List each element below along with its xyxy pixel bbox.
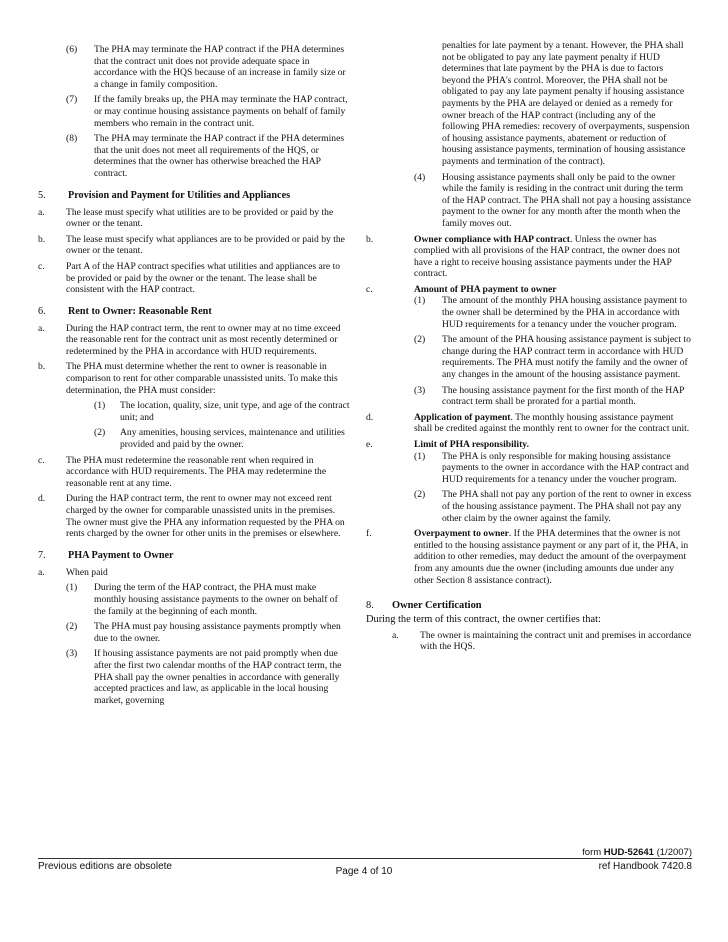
section-7-e-item-2: [366, 489, 692, 524]
item-text: The location, quality, size, unit type, and age of the contract unit; and: [120, 400, 350, 423]
item-text: The PHA must redetermine the reasonable rent when required in accordance with HUD requirements. The PHA may redetermine the reasonable rent at any time.: [66, 454, 327, 489]
section-6-heading: [38, 306, 350, 318]
item-letter: b.: [366, 233, 374, 245]
section-7-c-item-3: [366, 385, 692, 408]
section-title: PHA Payment to Owner: [68, 549, 174, 561]
item-number: (7): [66, 94, 78, 106]
item-text: The PHA may terminate the HAP contract if the PHA determines that the contract unit does not provide adequate space in accordance with the HQS because of an increase in family size or a change in family composition.: [94, 44, 346, 90]
item-text: The housing assistance payment for the first month of the HAP contract term shall be prorated for a partial month.: [442, 384, 685, 408]
form-identifier: [582, 847, 692, 859]
section-6-b-item-1: [38, 400, 350, 423]
item-text: Part A of the HAP contract specifies what utilities and appliances are to be provided or paid by the owner or the tenant. The lease shall be consistent with the HAP contract.: [66, 260, 341, 296]
item-text: During the HAP contract term, the rent to owner may not exceed rent charged by the owner for comparable unassisted units in the premises. The owner must give the PHA any information requested by the PHA on rents charged by the owner for other units in the premises or elsewhere.: [66, 493, 345, 540]
section-6-item-c: [38, 455, 350, 490]
section-7-item-d: d. Application of payment. The monthly housing assistance payment shall be credited against the monthly rent to owner for the contract unit.: [366, 411, 690, 435]
item-text: Unless the owner has complied with all provisions of the HAP contract, the owner does not have a right to receive housing assistance payments under the HAP contract.: [414, 233, 681, 280]
form-number: HUD-52641: [603, 847, 654, 858]
item-text: The monthly housing assistance payment shall be credited against the monthly rent to owner for the contract unit.: [414, 411, 690, 435]
item-title: Owner compliance with HAP contract: [414, 233, 570, 245]
item-text: The amount of the monthly PHA housing assistance payment to the owner shall be determined by the PHA in accordance with HUD requirements for a tenancy under the voucher program.: [442, 295, 687, 330]
item-title: Limit of PHA responsibility: [414, 439, 527, 450]
item-number: (2): [414, 334, 426, 346]
item-title: Amount of PHA payment to owner: [414, 283, 557, 295]
item-text: The PHA shall not pay any portion of the rent to owner in excess of the housing assistance payment. The PHA shall not pay any other claim by the owner against the family.: [442, 489, 692, 524]
item-text: The owner is maintaining the contract unit and premises in accordance with the HQS.: [420, 629, 692, 653]
item-letter: c.: [38, 454, 45, 466]
item-text: The amount of the PHA housing assistance payment is subject to change during the HAP contract term in accordance with HUD requirements. The PHA must notify the family and the owner of any changes in the amount of the housing assistance payment.: [442, 334, 691, 381]
item-letter: a.: [38, 322, 45, 334]
section-title: Provision and Payment for Utilities and Appliances: [68, 189, 291, 201]
section-8-heading: [366, 600, 692, 612]
late-payment-continuation: [366, 40, 692, 168]
section-7-a-item-1: [38, 582, 350, 617]
item-title: Overpayment to owner: [414, 528, 509, 540]
item-letter: d.: [38, 493, 46, 505]
handbook-reference: ref Handbook 7420.8: [598, 861, 692, 872]
item-number: (2): [94, 427, 106, 439]
item-text: The PHA is only responsible for making housing assistance payments to the owner in accordance with the HAP contract and HUD requirements for a tenancy under the voucher program.: [442, 450, 689, 485]
item-text: The PHA must determine whether the rent to owner is reasonable in comparison to rent for other comparable unassisted units. To make this determination, the PHA must consider:: [66, 361, 338, 396]
item-letter: d.: [366, 411, 374, 423]
section-7-a-item-3: [38, 648, 350, 706]
section-5-heading: [38, 190, 350, 202]
item-text: During the term of the HAP contract, the PHA must make monthly housing assistance payments to the owner on behalf of the family at the beginning of each month.: [94, 582, 338, 617]
item-number: (3): [414, 384, 426, 396]
section-number: 6.: [38, 305, 46, 317]
item-number: (1): [414, 450, 426, 462]
item-number: (8): [66, 133, 78, 145]
form-prefix: form: [582, 847, 604, 858]
item-letter: b.: [38, 233, 46, 245]
item-text: Any amenities, housing services, maintenance and utilities provided and paid by the owner.: [120, 427, 345, 451]
left-column: [38, 44, 350, 710]
item-number: (1): [94, 400, 106, 412]
item-letter: c.: [366, 283, 373, 295]
section-7-item-e: e. Limit of PHA responsibility.: [366, 439, 529, 450]
section-7-a-item-4: [366, 172, 692, 230]
section-number: 7.: [38, 549, 46, 561]
item-number: (3): [66, 648, 78, 660]
termination-item-7: [38, 94, 350, 129]
item-number: (2): [414, 489, 426, 501]
section-6-b-item-2: [38, 427, 350, 450]
section-number: 8.: [366, 600, 374, 612]
section-5-item-a: [38, 207, 350, 230]
item-text: The lease must specify what utilities are to be provided or paid by the owner or the tenant.: [66, 206, 334, 230]
section-5-item-c: [38, 261, 350, 296]
section-8-item-a: [366, 630, 692, 653]
item-letter: a.: [38, 206, 45, 218]
item-number: (2): [66, 621, 78, 633]
item-letter: c.: [38, 260, 45, 272]
section-number: 5.: [38, 189, 46, 201]
item-text: If housing assistance payments are not paid promptly when due after the first two calendar months of the HAP contract term, the PHA shall pay the owner penalties in accordance with generally accepted practices and law, as applicable in the local housing market, governing: [94, 648, 342, 706]
section-6-item-a: [38, 323, 350, 358]
form-date: (1/2007): [653, 847, 692, 858]
item-text: The lease must specify what appliances are to be provided or paid by the owner or the tenant.: [66, 233, 345, 257]
editions-notice: Previous editions are obsolete: [38, 861, 172, 872]
item-text: The PHA must pay housing assistance payments promptly when due to the owner.: [94, 621, 341, 644]
section-title: Owner Certification: [392, 600, 482, 612]
item-number: (6): [66, 44, 78, 55]
item-letter: a.: [38, 566, 45, 578]
item-text: During the HAP contract term, the rent to owner may at no time exceed the reasonable rent for the contract unit as most recently determined or redetermined by the PHA in accordance with HUD requirements.: [66, 322, 341, 357]
item-number: (1): [66, 582, 78, 594]
item-text: When paid: [66, 566, 108, 578]
section-title: Rent to Owner: Reasonable Rent: [68, 305, 212, 317]
section-8-intro: During the term of this contract, the owner certifies that:: [366, 613, 601, 625]
section-7-item-c: [366, 284, 692, 296]
section-7-item-f: f. Overpayment to owner. If the PHA determines that the owner is not entitled to the housing assistance payment or any part of it, the PHA, in addition to other remedies, may deduct the amount of the overpayment from any amounts due the owner (including amounts due under any other Section 8 assistance contract).: [366, 528, 689, 586]
section-7-c-item-2: [366, 334, 692, 380]
page-number: Page 4 of 10: [335, 866, 393, 877]
termination-item-6: [38, 44, 350, 90]
item-text: If the family breaks up, the PHA may terminate the HAP contract, or may continue housing assistance payments on behalf of family members who remain in the contract unit.: [94, 94, 348, 129]
item-letter: a.: [392, 629, 399, 641]
section-6-item-b: [38, 361, 350, 396]
item-letter: f.: [366, 528, 372, 540]
item-title: Application of payment: [414, 411, 511, 423]
item-number: (4): [414, 171, 426, 183]
section-5-item-b: [38, 234, 350, 257]
section-7-a-item-2: [38, 621, 350, 644]
section-7-item-b: b. Owner compliance with HAP contract. Unless the owner has complied with all provisions of the HAP contract, the owner does not have a right to receive housing assistance payments under the HAP contract.: [366, 233, 681, 280]
section-7-c-item-1: [366, 295, 692, 330]
section-7-item-a: [38, 567, 350, 579]
item-number: (1): [414, 295, 426, 307]
item-text: Housing assistance payments shall only be paid to the owner while the family is residing in the contract unit during the term of the HAP contract. The PHA shall not pay a housing assistance payment to the owner for any month after the month when the family moves out.: [442, 171, 691, 229]
item-text: penalties for late payment by a tenant. However, the PHA shall not be obligated to pay any late payment penalty if HUD determines that late payment by the PHA is due to factors beyond the PHA's control. Moreover, the PHA shall not be obligated to pay any late payment penalty if housing assistance payments by the PHA are delayed or denied as a remedy for owner breach of the HAP contract (including any of the following PHA remedies: recovery of overpayments, suspension of housing assistance payments, abatement or reduction of housing assistance payments, termination of housing assistance payments and termination of the contract).: [442, 40, 690, 167]
item-letter: b.: [38, 361, 46, 373]
item-text: If the PHA determines that the owner is not entitled to the housing assistance payment or any part of it, the PHA, in addition to other remedies, may deduct the amount of the overpayment from any amounts due the owner (including amounts due under any other Section 8 assistance contract).: [414, 528, 689, 586]
termination-item-8: [38, 133, 350, 179]
section-7-heading: [38, 550, 350, 562]
section-7-e-item-1: [366, 451, 692, 486]
section-6-item-d: [38, 493, 350, 539]
right-column: [366, 40, 692, 657]
item-text: The PHA may terminate the HAP contract if the PHA determines that the unit does not meet all requirements of the HQS, or determines that the owner has otherwise breached the HAP contract.: [94, 133, 345, 179]
item-letter: e.: [366, 439, 373, 450]
